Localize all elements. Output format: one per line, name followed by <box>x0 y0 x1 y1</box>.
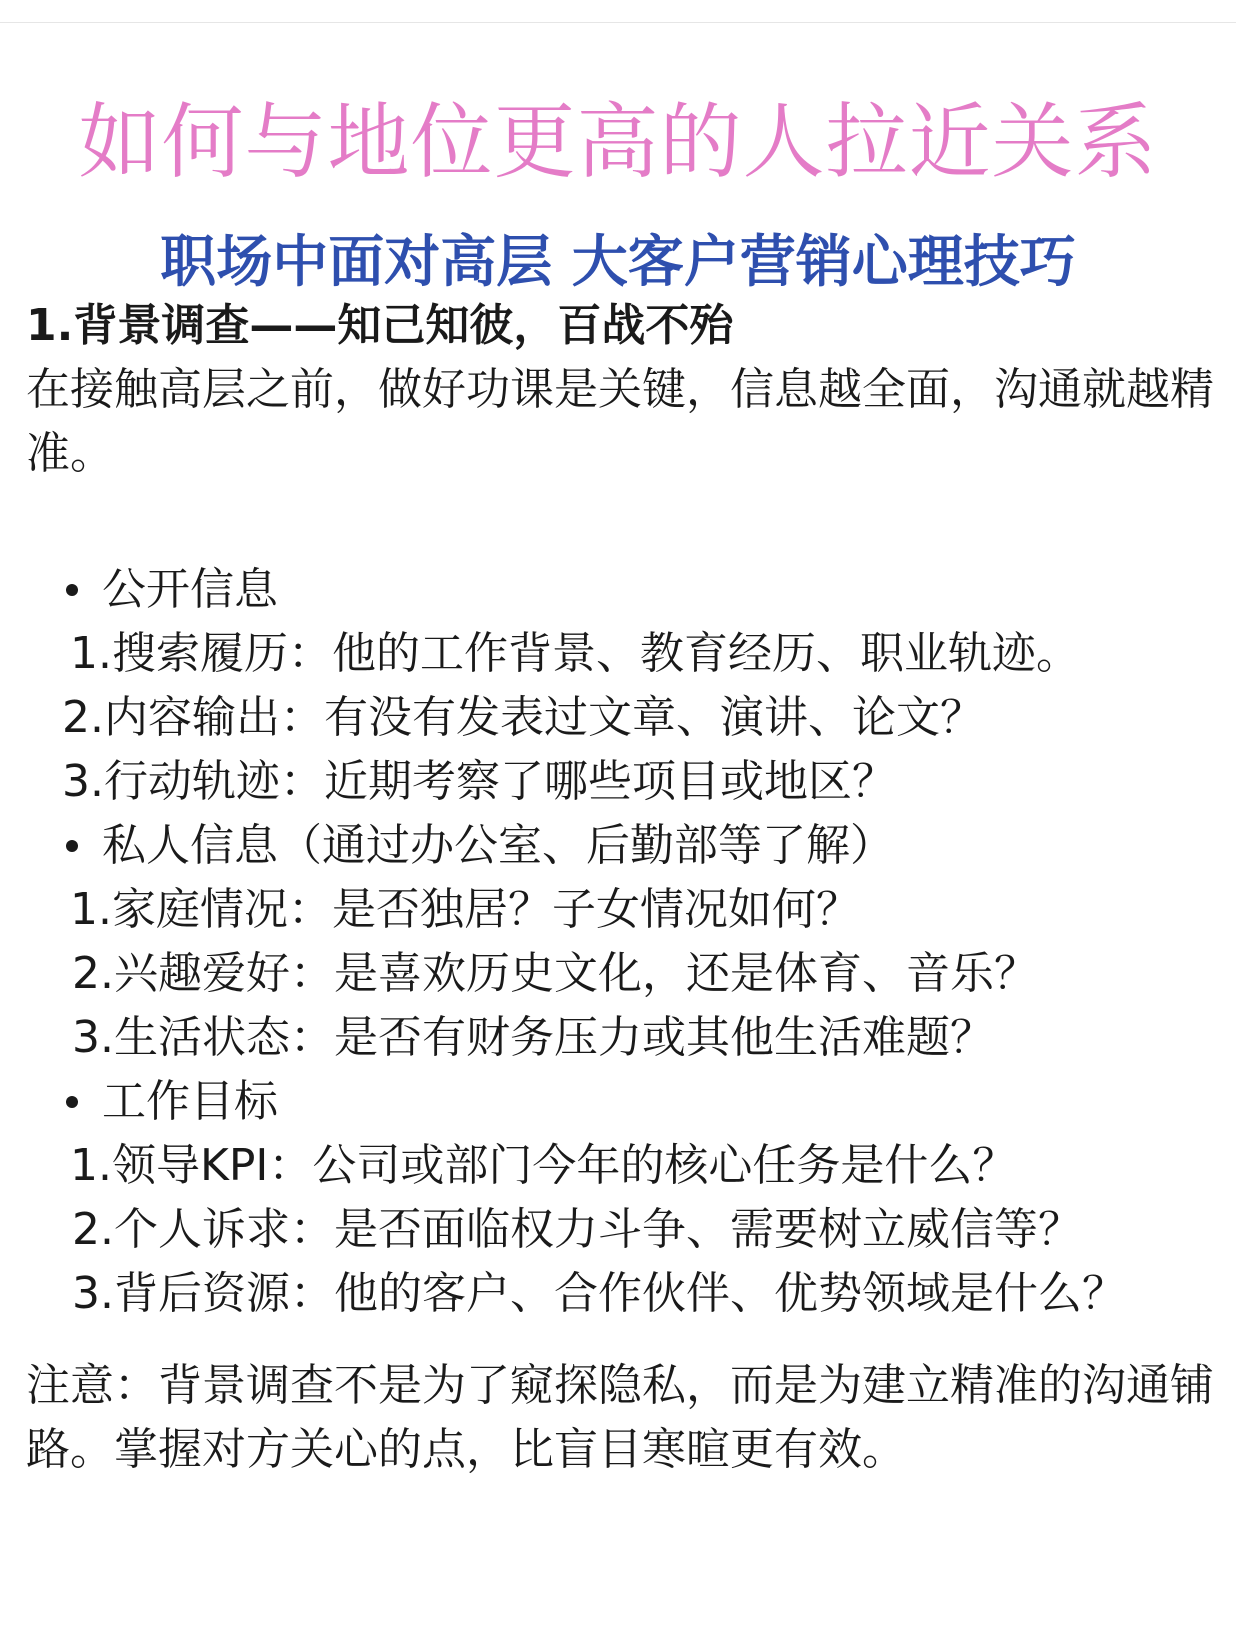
group-work-goals <box>66 1070 1206 1326</box>
group-header <box>66 558 1206 622</box>
bullet-icon <box>66 584 78 596</box>
group-header <box>66 814 1206 878</box>
list-item: 2.个人诉求：是否面临权力斗争、需要树立威信等？ <box>72 1204 1082 1255</box>
group-header <box>66 1070 1206 1134</box>
bullet-icon <box>66 1096 78 1108</box>
group-title: 公开信息 <box>102 564 278 615</box>
section-background-research <box>26 294 1216 486</box>
top-divider <box>0 22 1236 23</box>
group-title: 工作目标 <box>102 1076 278 1127</box>
subtitle: 职场中面对高层 大客户营销心理技巧 <box>160 230 1076 296</box>
section-intro: 在接触高层之前，做好功课是关键，信息越全面，沟通就越精准。 <box>26 364 1214 479</box>
list-item: 1.领导KPI：公司或部门今年的核心任务是什么？ <box>70 1140 1017 1191</box>
info-groups <box>62 558 1206 1326</box>
list-item: 3.生活状态：是否有财务压力或其他生活难题？ <box>72 1012 994 1063</box>
group-private-info <box>66 814 1206 1070</box>
section-heading: 1.背景调查——知己知彼，百战不殆 <box>26 300 734 351</box>
list-item: 3.行动轨迹：近期考察了哪些项目或地区？ <box>62 756 896 807</box>
list-item: 2.内容输出：有没有发表过文章、演讲、论文？ <box>62 692 984 743</box>
list-item: 2.兴趣爱好：是喜欢历史文化，还是体育、音乐？ <box>72 948 1038 999</box>
list-item: 3.背后资源：他的客户、合作伙伴、优势领域是什么？ <box>72 1268 1126 1319</box>
group-public-info <box>62 558 1206 814</box>
bullet-icon <box>66 840 78 852</box>
note-paragraph: 注意：背景调查不是为了窥探隐私，而是为建立精准的沟通铺路。掌握对方关心的点，比盲目寒暄更有效。 <box>26 1360 1214 1475</box>
list-item: 1.搜索履历：他的工作背景、教育经历、职业轨迹。 <box>70 628 1080 679</box>
list-item: 1.家庭情况：是否独居？子女情况如何？ <box>70 884 860 935</box>
group-title: 私人信息（通过办公室、后勤部等了解） <box>102 820 894 871</box>
page-title: 如何与地位更高的人拉近关系 <box>78 94 1158 190</box>
